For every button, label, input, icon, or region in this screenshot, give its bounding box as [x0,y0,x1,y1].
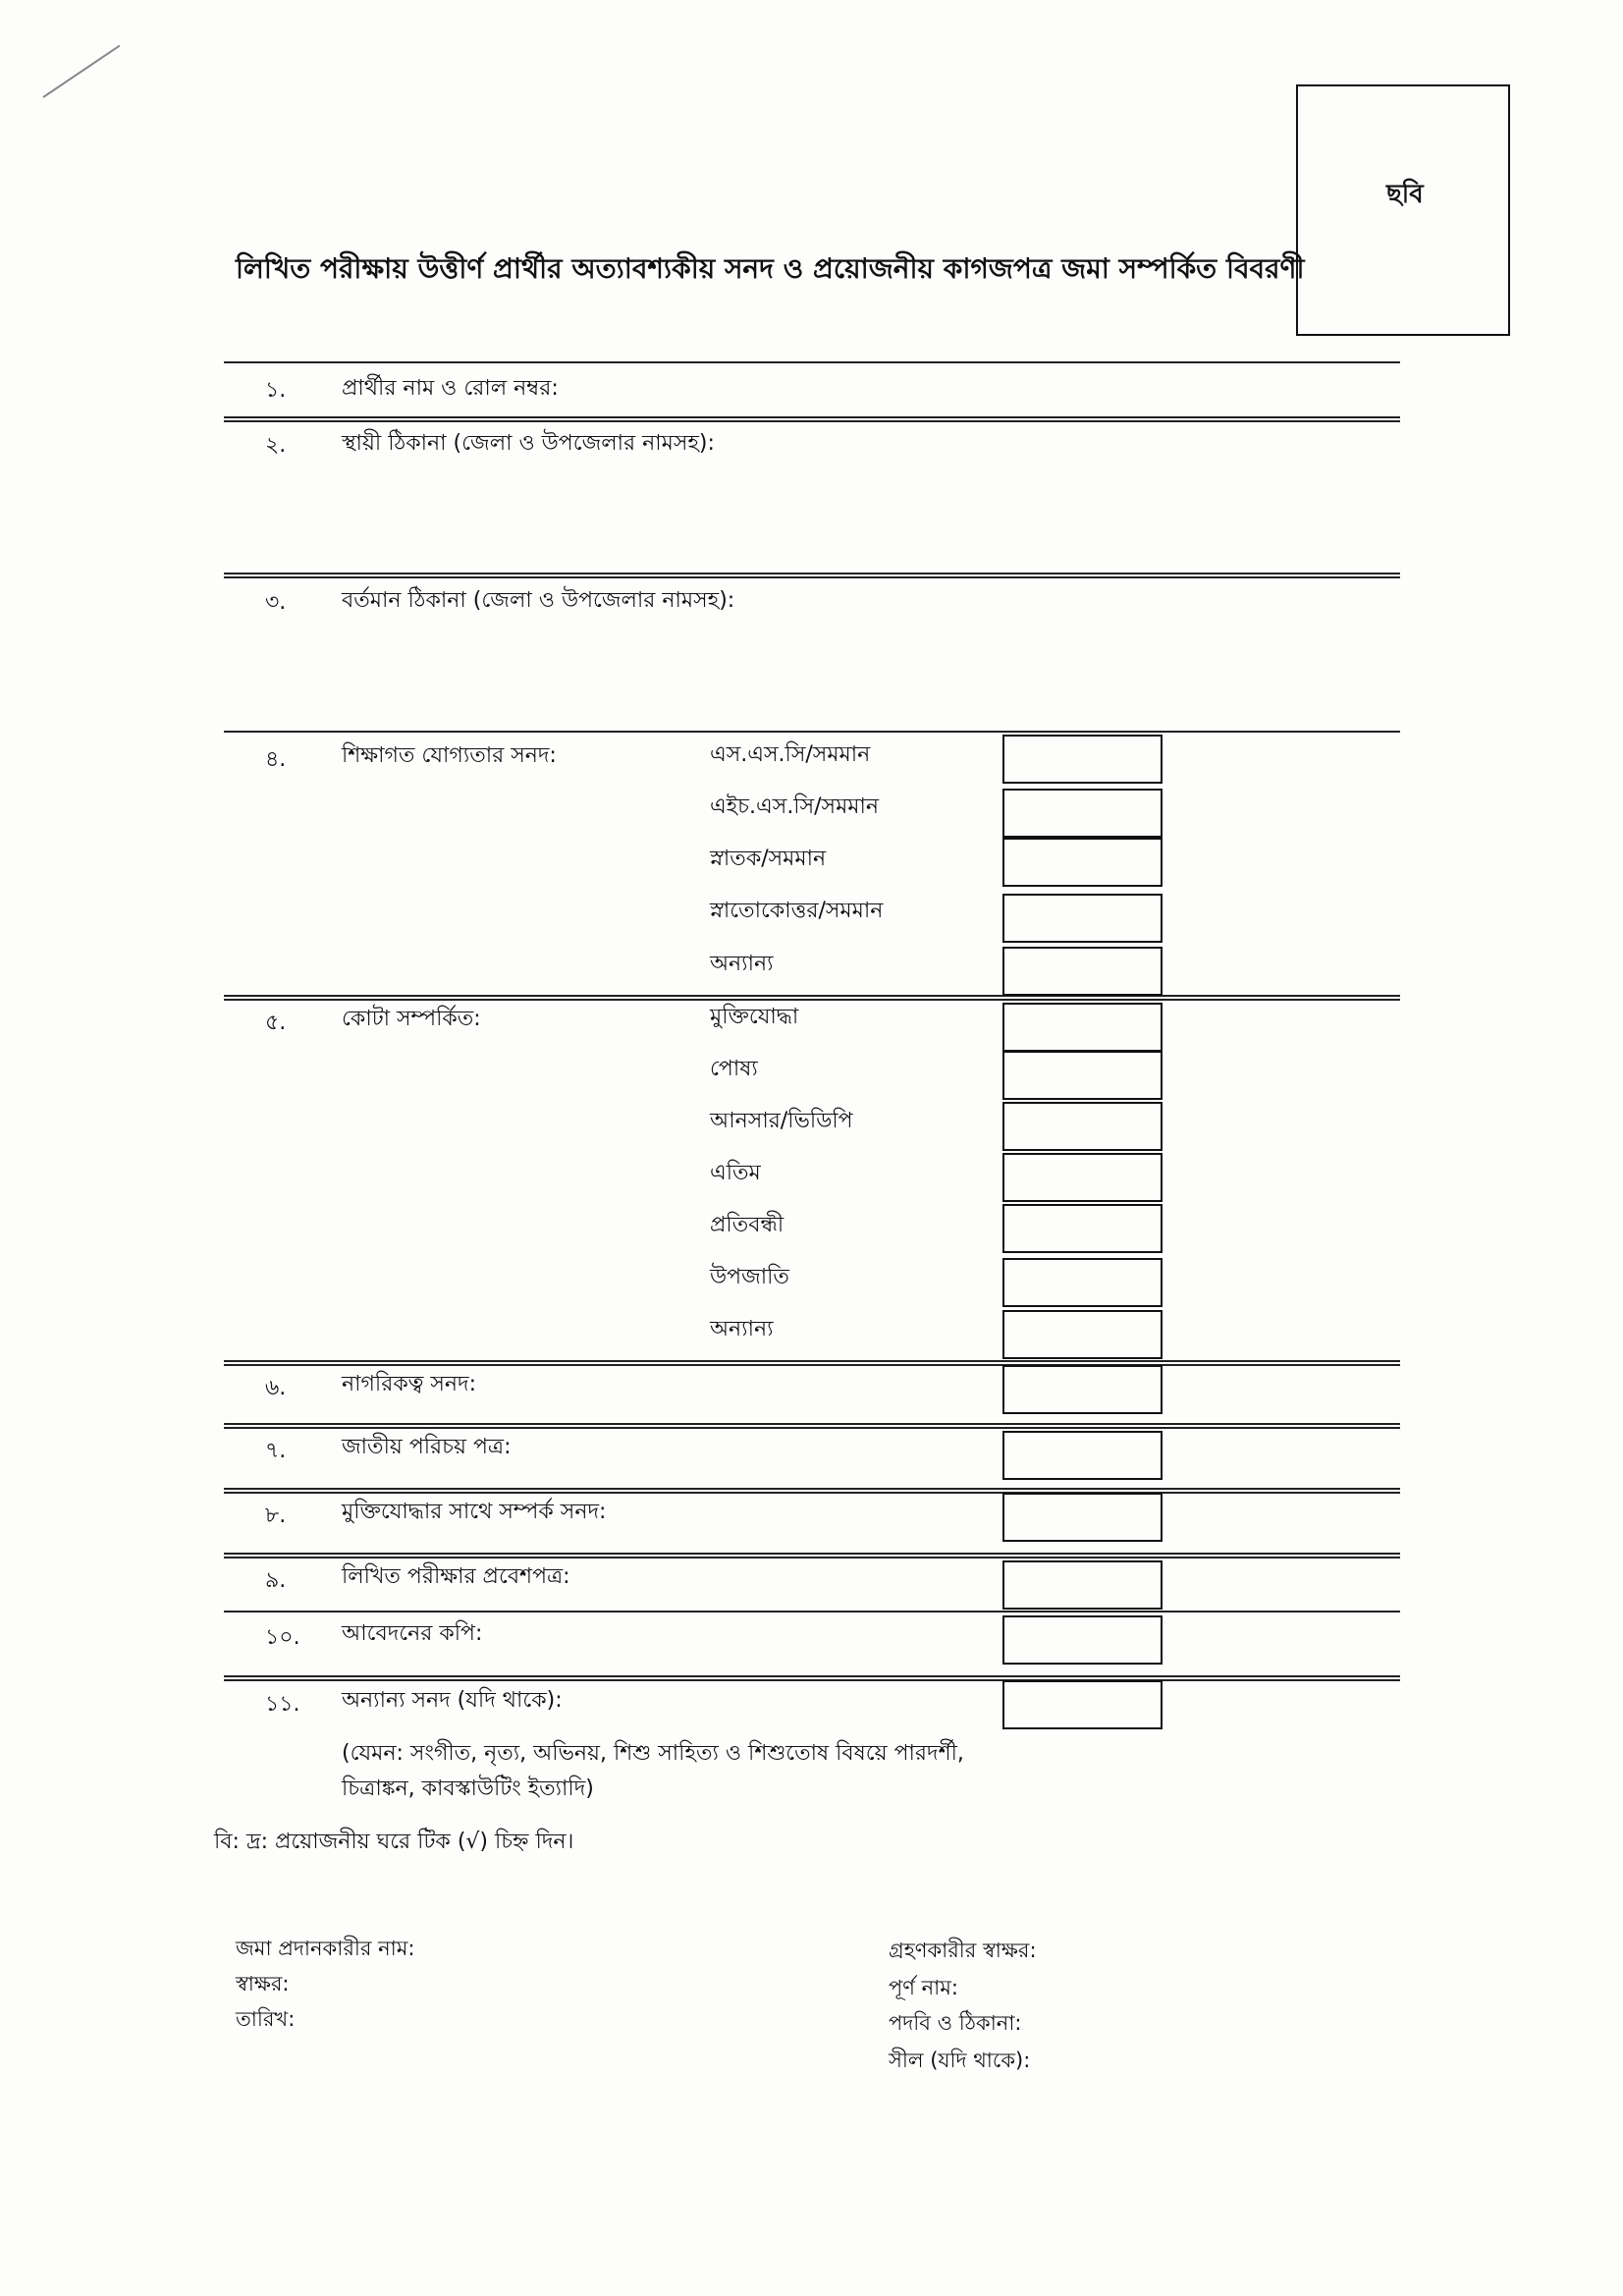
checkbox-quota-other[interactable] [1002,1310,1163,1359]
divider [224,1488,1400,1490]
divider [224,576,1400,578]
checkbox-ff-relation[interactable] [1002,1493,1163,1542]
checkbox-freedom-fighter[interactable] [1002,1003,1163,1052]
education-option: অন্যান্য [710,952,774,976]
divider [224,1679,1400,1681]
field-label-quota: কোটা সম্পর্কিত: [342,1007,481,1031]
education-option: এস.এস.সি/সমমান [710,742,871,767]
row-number: ৪. [265,747,287,772]
submitter-signature-label: স্বাক্ষর: [236,1972,290,1995]
checkbox-application-copy[interactable] [1002,1615,1163,1665]
row-number: ১১. [265,1692,300,1717]
quota-option: অন্যান্য [710,1317,774,1341]
divider [224,1423,1400,1425]
quota-option: এতিম [710,1161,761,1185]
divider [224,1553,1400,1555]
checkbox-postgraduate[interactable] [1002,894,1163,943]
row-number: ৬. [265,1376,287,1400]
field-label-permanent-address: স্থায়ী ঠিকানা (জেলা ও উপজেলার নামসহ): [342,431,715,456]
checkbox-disabled[interactable] [1002,1204,1163,1253]
footnote: বি: দ্র: প্রয়োজনীয় ঘরে টিক (√) চিহ্ন দিন। [214,1830,574,1854]
row-number: ১. [265,378,287,403]
quota-option: উপজাতি [710,1265,789,1289]
row-number: ৫. [265,1011,287,1035]
divider [224,999,1400,1001]
education-option: স্নাতক/সমমান [710,847,827,871]
checkbox-dependent[interactable] [1002,1051,1163,1100]
divider [224,1557,1400,1558]
checkbox-nid[interactable] [1002,1431,1163,1480]
field-label-name-roll: প্রার্থীর নাম ও রোল নম্বর: [342,376,559,401]
field-label-citizenship: নাগরিকত্ব সনদ: [342,1372,476,1396]
divider [224,361,1400,363]
page-title: লিখিত পরীক্ষায় উত্তীর্ণ প্রার্থীর অত্যাবশ্যকীয় সনদ ও প্রয়োজনীয় কাগজপত্র জমা সম্পর্কিত বিবরণী [236,252,1305,285]
field-label-application-copy: আবেদনের কপি: [342,1621,483,1646]
checkbox-citizenship[interactable] [1002,1365,1163,1414]
divider [224,416,1400,418]
submitter-name-label: জমা প্রদানকারীর নাম: [236,1937,415,1960]
row-number: ১০. [265,1625,300,1650]
checkbox-hsc[interactable] [1002,789,1163,838]
field-label-ff-relation: মুক্তিযোদ্ধার সাথে সম্পর্ক সনদ: [342,1500,607,1524]
divider [224,1492,1400,1494]
checkbox-education-other[interactable] [1002,947,1163,996]
divider [224,1611,1400,1613]
divider [224,420,1400,422]
field-label-other-certificates: অন্যান্য সনদ (যদি থাকে): [342,1688,563,1713]
divider [224,1427,1400,1429]
other-certificates-example: (যেমন: সংগীত, নৃত্য, অভিনয়, শিশু সাহিত্য ও শিশুতোষ বিষয়ে পারদর্শী, [342,1741,964,1766]
education-option: এইচ.এস.সি/সমমান [710,794,880,819]
field-label-present-address: বর্তমান ঠিকানা (জেলা ও উপজেলার নামসহ): [342,588,735,613]
checkbox-admit-card[interactable] [1002,1560,1163,1610]
divider [224,573,1400,574]
divider [224,731,1400,733]
checkbox-ssc[interactable] [1002,735,1163,784]
row-number: ৩. [265,590,287,615]
education-option: স্নাতোকোত্তর/সমমান [710,899,884,923]
row-number: ২. [265,433,287,458]
checkbox-orphan[interactable] [1002,1153,1163,1202]
photo-label: ছবি [1386,180,1424,209]
other-certificates-example: চিত্রাঙ্কন, কাবস্কাউটিং ইত্যাদি) [342,1777,594,1801]
quota-option: মুক্তিযোদ্ধা [710,1005,799,1029]
divider [224,1675,1400,1677]
quota-option: পোষ্য [710,1057,758,1081]
row-number: ৭. [265,1439,287,1463]
divider [224,1364,1400,1366]
submitter-date-label: তারিখ: [236,2007,296,2031]
receiver-seal-label: সীল (যদি থাকে): [889,2049,1031,2072]
divider [224,995,1400,997]
field-label-nid: জাতীয় পরিচয় পত্র: [342,1435,512,1459]
checkbox-graduate[interactable] [1002,838,1163,887]
divider [224,1360,1400,1362]
receiver-signature-label: গ্রহণকারীর স্বাক্ষর: [889,1939,1037,1962]
receiver-designation-label: পদবি ও ঠিকানা: [889,2011,1022,2035]
row-number: ৯. [265,1568,287,1593]
quota-option: আনসার/ভিডিপি [710,1109,853,1133]
quota-option: প্রতিবন্ধী [710,1213,784,1237]
field-label-education: শিক্ষাগত যোগ্যতার সনদ: [342,743,557,768]
row-number: ৮. [265,1503,287,1528]
pen-mark [42,45,120,98]
checkbox-tribal[interactable] [1002,1258,1163,1307]
checkbox-other-certificates[interactable] [1002,1680,1163,1729]
field-label-admit-card: লিখিত পরীক্ষার প্রবেশপত্র: [342,1564,570,1589]
checkbox-ansar-vdp[interactable] [1002,1102,1163,1151]
receiver-full-name-label: পূর্ণ নাম: [889,1976,958,1999]
